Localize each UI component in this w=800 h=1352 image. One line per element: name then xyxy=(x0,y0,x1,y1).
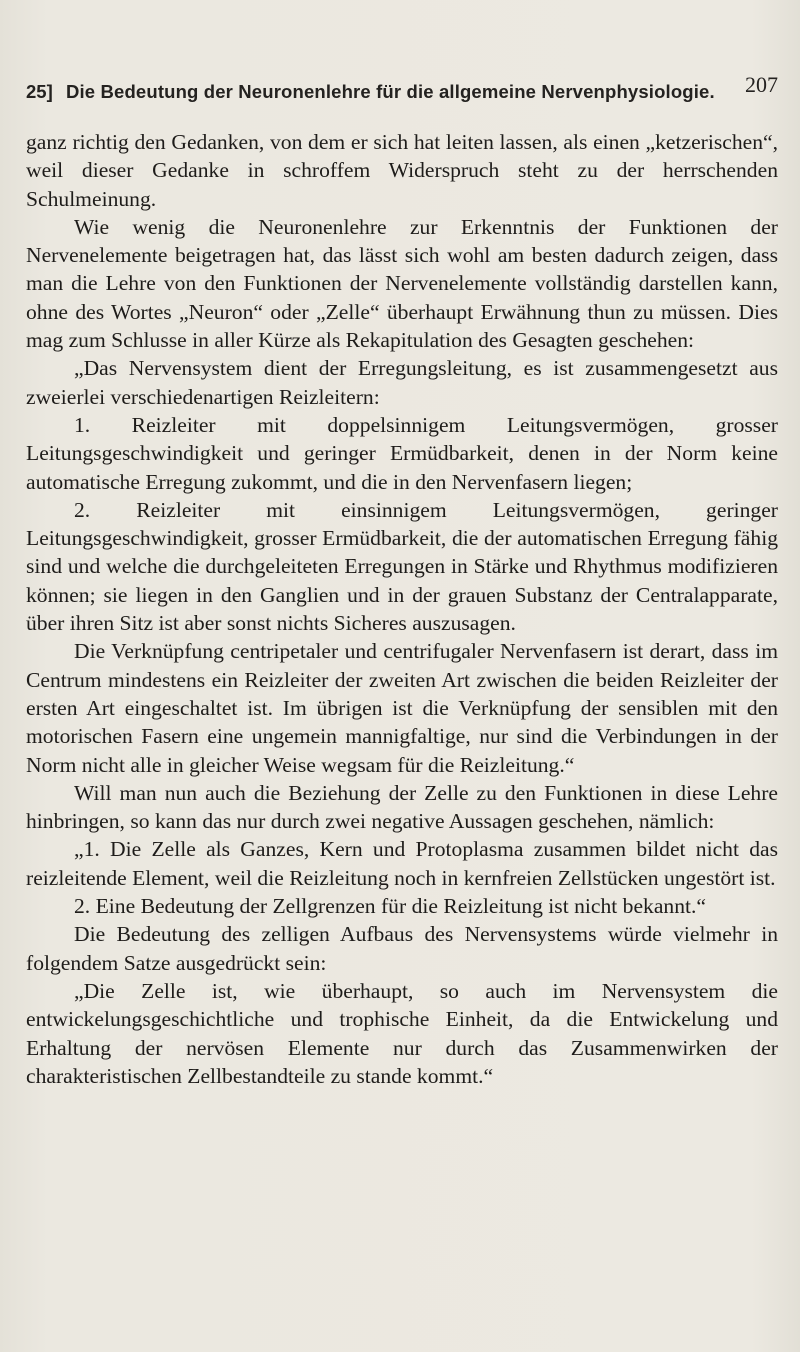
list-item: 2. Reizleiter mit einsinnigem Leitungsvermögen, geringer Leitungsgeschwindigkeit, grosser Ermüdbarkeit, die der automatischen Erregung fähig sind und welche die durchgeleiteten Erregungen in Stärke und Rhythmus modifizieren können; sie liegen in den Ganglien und in der grauen Substanz der Centralapparate, über ihren Sitz ist aber sonst nichts Sicheres auszusagen. xyxy=(26,497,778,636)
list-item: 2. Eine Bedeutung der Zellgrenzen für die Reizleitung ist nicht bekannt.“ xyxy=(74,894,707,919)
paragraph: Die Bedeutung des zelligen Aufbaus des Nervensystems würde vielmehr in folgendem Satze ausgedrückt sein: xyxy=(26,922,778,975)
paragraph: „Die Zelle ist, wie überhaupt, so auch im Nervensystem die entwickelungsgeschichtliche und trophische Einheit, da die Entwickelung und Erhaltung der nervösen Elemente nur durch das Zusammenwirken der charakteristischen Zellbestandteile zu stande kommt.“ xyxy=(26,978,778,1088)
page-number: 207 xyxy=(745,72,778,97)
body-text xyxy=(26,128,778,1090)
list-item: „1. Die Zelle als Ganzes, Kern und Protoplasma zusammen bildet nicht das reizleitende Element, weil die Reizleitung noch in kernfreien Zellstücken ungestört ist. xyxy=(26,837,778,890)
paragraph: „Das Nervensystem dient der Erregungsleitung, es ist zusammengesetzt aus zweierlei verschiedenartigen Reizleitern: xyxy=(26,356,778,409)
paragraph: Wie wenig die Neuronenlehre zur Erkenntnis der Funktionen der Nervenelemente beigetragen hat, das lässt sich wohl am besten dadurch zeigen, dass man die Lehre von den Funktionen der Nervenelemente vollständig darstellen kann, ohne des Wortes „Neuron“ oder „Zelle“ überhaupt Erwähnung thun zu müssen. Dies mag zum Schlusse in aller Kürze als Rekapitulation des Gesagten geschehen: xyxy=(26,214,778,353)
section-marker: 25] xyxy=(26,81,53,102)
list-item: 1. Reizleiter mit doppelsinnigem Leitungsvermögen, grosser Leitungsgeschwindigkeit und geringer Ermüdbarkeit, denen in der Norm keine automatische Erregung zukommt, und die in den Nervenfasern liegen; xyxy=(26,412,778,494)
running-title: Die Bedeutung der Neuronenlehre für die allgemeine Nervenphysiologie. xyxy=(66,81,715,102)
page-header xyxy=(26,72,778,108)
paragraph: Die Verknüpfung centripetaler und centrifugaler Nervenfasern ist derart, dass im Centrum mindestens ein Reizleiter der zweiten Art zwischen die beiden Reizleiter der ersten Art eingeschaltet ist. Im übrigen ist die Verknüpfung der sensiblen mit den motorischen Fasern eine ungemein mannigfaltige, nur sind die Verbindungen in der Norm nicht alle in gleicher Weise wegsam für die Reizleitung.“ xyxy=(26,639,778,777)
paragraph: Will man nun auch die Beziehung der Zelle zu den Funktionen in diese Lehre hinbringen, so kann das nur durch zwei negative Aussagen geschehen, nämlich: xyxy=(26,780,778,834)
paragraph: ganz richtig den Gedanken, von dem er sich hat leiten lassen, als einen „ketzerischen“, weil dieser Gedanke in schroffem Widerspruch steht zu der herrschenden Schulmeinung. xyxy=(26,130,778,211)
